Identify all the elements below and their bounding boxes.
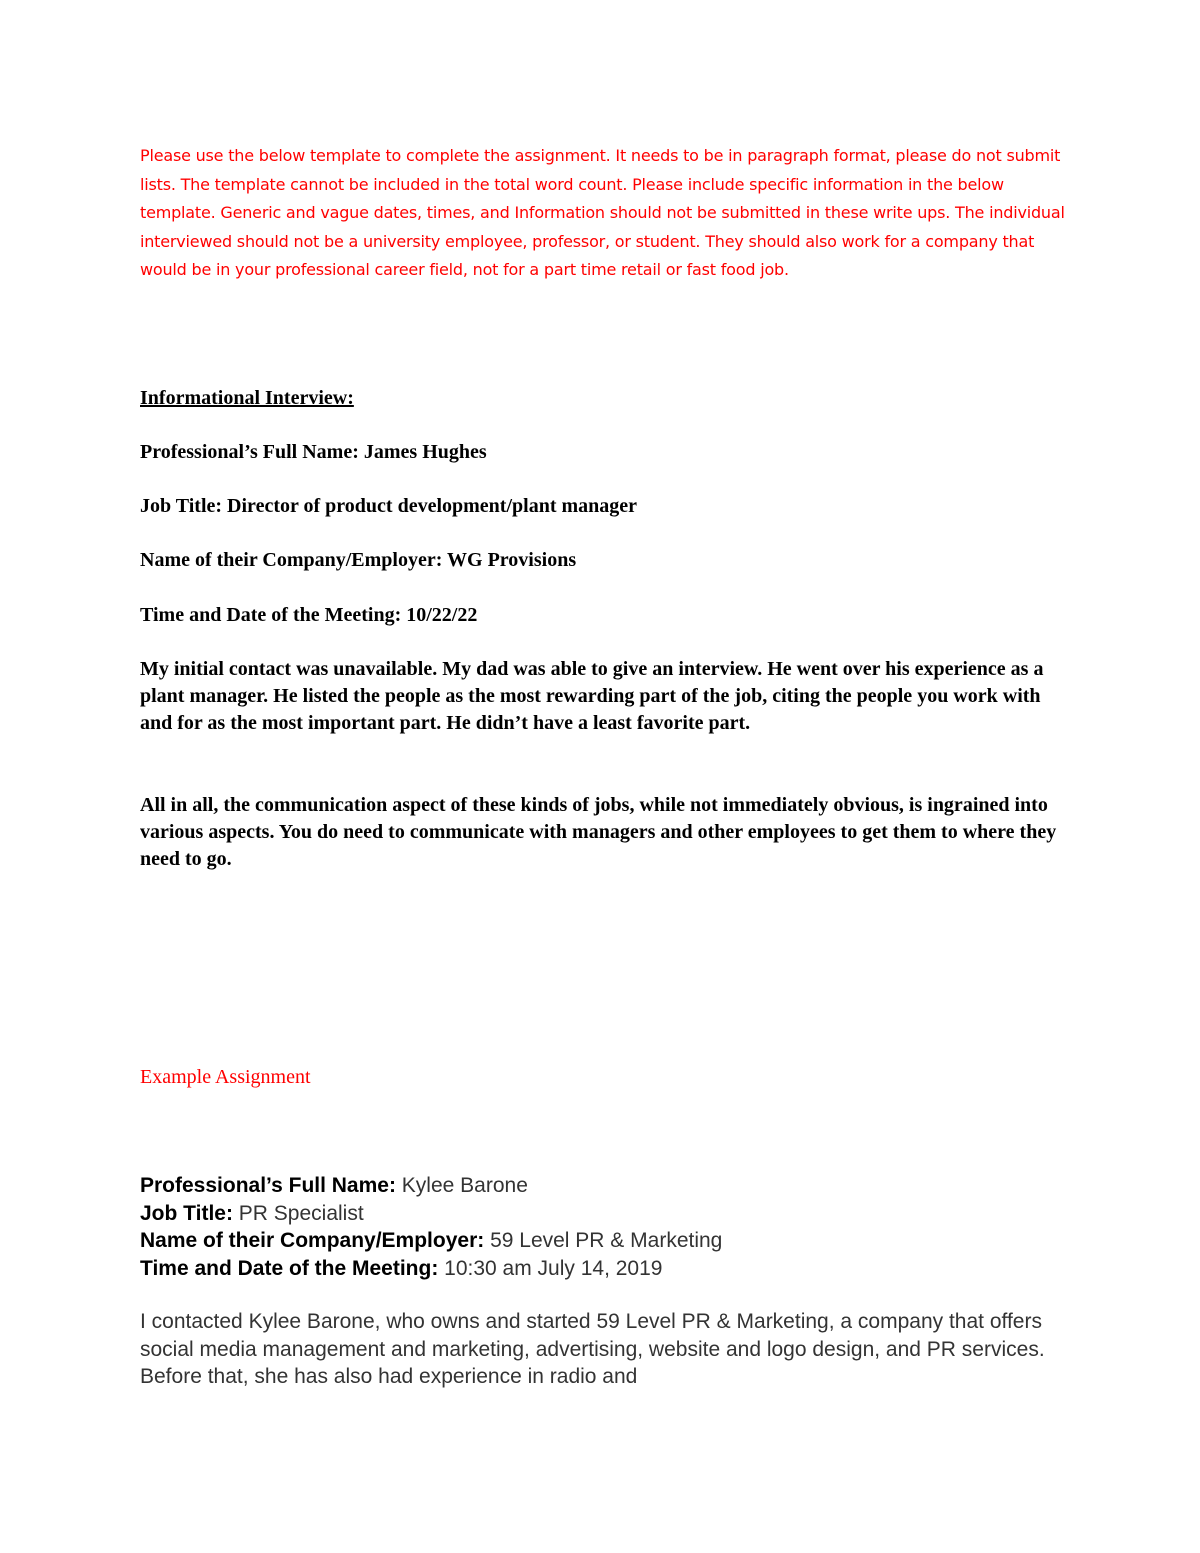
company-line: Name of their Company/Employer: WG Provisions xyxy=(140,549,577,571)
field-value: 59 Level PR & Marketing xyxy=(484,1229,723,1252)
example-fields xyxy=(140,1172,1070,1282)
job-title-line: Job Title: Director of product development/plant manager xyxy=(140,495,638,517)
interview-paragraph-2: All in all, the communication aspect of these kinds of jobs, while not immediately obvious, is ingrained into various aspects. You do need to communicate with managers and other employees to get them to where they need to go. xyxy=(140,794,1057,870)
meeting-time-date-line: Time and Date of the Meeting: 10/22/22 xyxy=(140,604,478,626)
field-value: PR Specialist xyxy=(232,1201,364,1225)
example-field-time-date xyxy=(140,1255,1070,1283)
field-value: Kylee Barone xyxy=(395,1174,528,1197)
field-label: Job Title: xyxy=(140,1201,233,1225)
field-label: Time and Date of the Meeting: xyxy=(140,1256,439,1280)
example-field-full-name xyxy=(140,1172,1070,1200)
example-field-company xyxy=(140,1227,1070,1255)
field-label: Name of their Company/Employer: xyxy=(140,1229,485,1252)
professional-full-name-line: Professional’s Full Name: James Hughes xyxy=(140,441,487,463)
field-value: 10:30 am July 14, 2019 xyxy=(438,1256,663,1280)
example-field-job-title xyxy=(140,1200,1070,1228)
example-paragraph: I contacted Kylee Barone, who owns and started 59 Level PR & Marketing, a company that offers social media management and marketing, advertising, website and logo design, and PR services. Before that, she has also had experience in radio and xyxy=(140,1310,1045,1388)
interview-paragraph-1: My initial contact was unavailable. My dad was able to give an interview. He went over his experience as a plant manager. He listed the people as the most rewarding part of the job, citing the people you work with and for as the most important part. He didn’t have a least favorite part. xyxy=(140,658,1044,734)
field-label: Professional’s Full Name: xyxy=(140,1174,396,1197)
example-assignment-heading: Example Assignment xyxy=(140,1066,311,1088)
instructions-paragraph: Please use the below template to complete the assignment. It needs to be in paragraph format, please do not submit lists. The template cannot be included in the total word count. Please include specific information in the below template. Generic and vague dates, times, and Information should not be submitted in these write ups. The individual interviewed should not be a university employee, professor, or student. They should also work for a company that would be in your professional career field, not for a part time retail or fast food job. xyxy=(140,146,1065,279)
interview-heading: Informational Interview: xyxy=(140,387,354,409)
